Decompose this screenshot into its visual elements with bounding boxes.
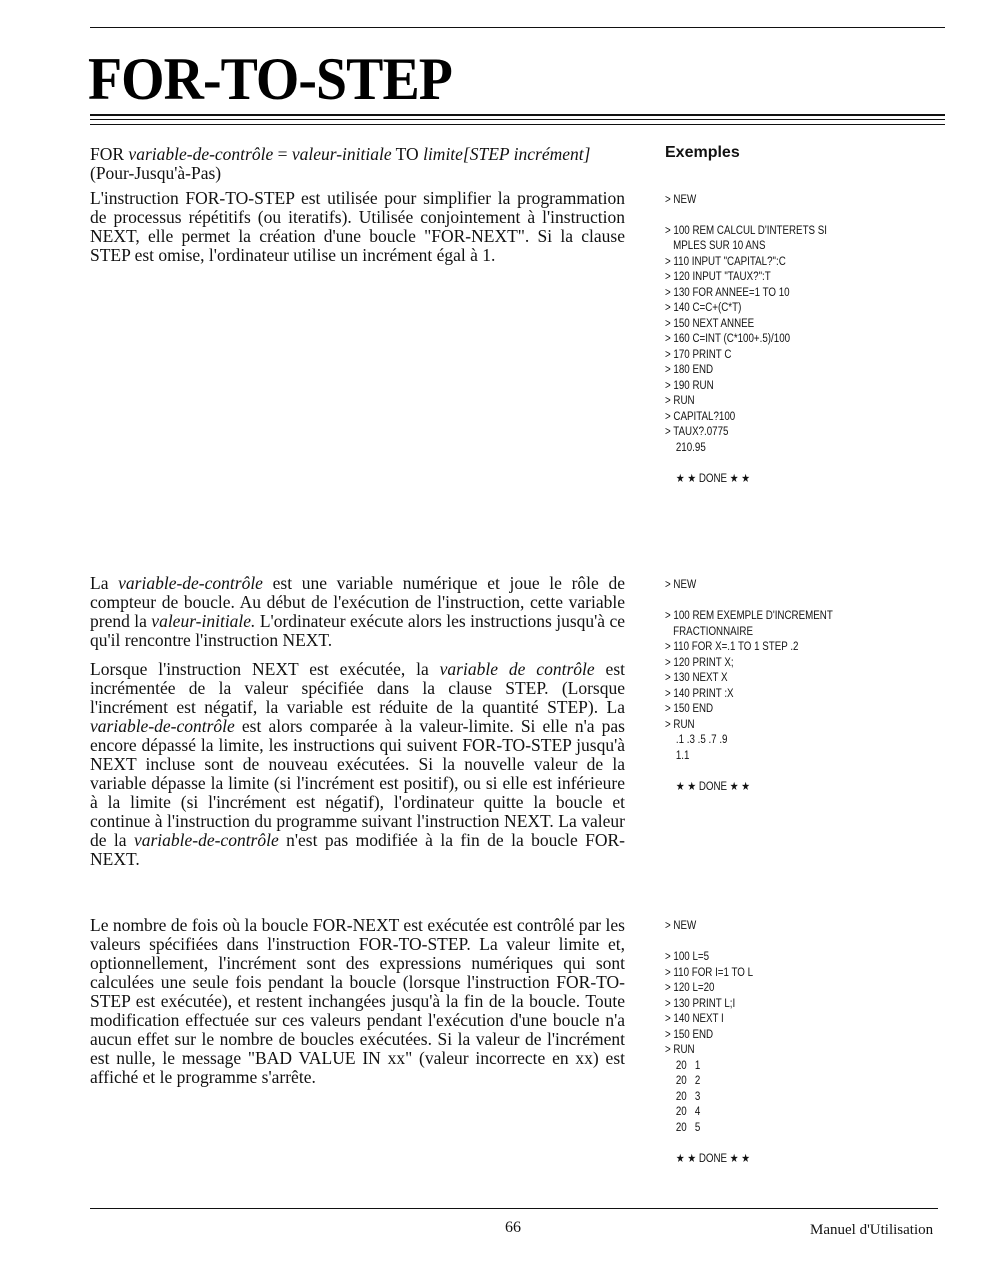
syntax-limit-step: limite[STEP incrément]	[423, 144, 591, 164]
syntax-control-variable: variable-de-contrôle	[128, 144, 274, 164]
syntax-subtitle: (Pour-Jusqu'à-Pas)	[90, 163, 222, 183]
footer-title: Manuel d'Utilisation	[810, 1222, 934, 1238]
next-execution-paragraph	[90, 660, 625, 869]
syntax-equals: =	[273, 144, 292, 164]
code-line: > 150 NEXT ANNEE	[665, 318, 755, 330]
code-output: 1.1	[665, 750, 690, 762]
text-run: n'est pas modifiée à la fin de la boucle FOR-NEXT.	[90, 830, 625, 869]
italic-term: valeur-initiale.	[151, 611, 256, 631]
intro-paragraph: L'instruction FOR-TO-STEP est utilisée pour simplifier la programmation de processus répétitifs (ou iteratifs). Utilisée conjointement à l'instruction NEXT, elle permet la création d'une boucle "FOR-NEXT". Si la clause STEP est omise, l'ordinateur utilise un incrément égal à 1.	[90, 188, 625, 265]
italic-term: variable de contrôle	[439, 659, 595, 679]
text-run: Lorsque l'instruction NEXT est exécutée, la	[90, 659, 440, 679]
text-run: L'ordinateur exécute alors les instructions jusqu'à ce qu'il rencontre l'instruction NEXT.	[90, 611, 625, 650]
code-line: > NEW	[665, 920, 697, 932]
code-line: > 140 NEXT I	[665, 1013, 724, 1025]
keyword-for: FOR	[90, 144, 125, 164]
code-line: FRACTIONNAIRE	[665, 626, 753, 638]
code-line: > 130 PRINT L;I	[665, 998, 736, 1010]
code-line: > 120 L=20	[665, 982, 715, 994]
code-line: > 140 PRINT :X	[665, 688, 734, 700]
code-output: 20 3	[665, 1091, 701, 1103]
code-line: > 100 REM CALCUL D'INTERETS SI	[665, 225, 828, 237]
code-line: > 100 L=5	[665, 951, 710, 963]
code-output: .1 .3 .5 .7 .9	[665, 734, 728, 746]
keyword-to: TO	[391, 144, 424, 164]
loop-count-paragraph: Le nombre de fois où la boucle FOR-NEXT est exécutée est contrôlé par les valeurs spécifiées dans l'instruction FOR-TO-STEP. La valeur limite et, optionnellement, l'incrément sont des expressions numériques qui sont calculées une seule fois pendant la boucle (lorsque l'instruction FOR-TO-STEP est exécutée), et restent inchangées jusqu'à la fin de la boucle. Toute modification effectuée sur ces valeurs pendant l'exécution d'une boucle n'a aucun effet sur le nombre de boucles exécutées. Si la valeur de l'incrément est nulle, le message "BAD VALUE IN xx" (valeur incorrecte en xx) est affiché et le programme s'arrête.	[90, 915, 625, 1087]
title-rule-1	[90, 114, 945, 116]
code-line: > 180 END	[665, 364, 714, 376]
code-line: > 160 C=INT (C*100+.5)/100	[665, 333, 791, 345]
text-run: est incrémentée de la valeur spécifiée dans la clause STEP. (Lorsque l'incrément est négatif, la variable est réduite de la quantité STEP). La	[90, 659, 625, 717]
syntax-initial-value: valeur-initiale	[291, 144, 392, 164]
title-rule-2	[90, 119, 945, 120]
code-line: > 130 FOR ANNEE=1 TO 10	[665, 287, 790, 299]
title-rule-3	[90, 124, 945, 125]
code-line: > 110 FOR I=1 TO L	[665, 967, 754, 979]
code-line: > CAPITAL?100	[665, 411, 736, 423]
footer-rule	[90, 1208, 938, 1209]
page-title: FOR-TO-STEP	[88, 46, 452, 112]
code-line: > 150 END	[665, 703, 714, 715]
code-line: MPLES SUR 10 ANS	[665, 240, 766, 252]
italic-term: variable-de-contrôle	[90, 716, 235, 736]
code-line: > 110 INPUT "CAPITAL?":C	[665, 256, 786, 268]
code-output: 20 5	[665, 1122, 701, 1134]
code-output: 20 4	[665, 1106, 701, 1118]
code-line: > 120 PRINT X;	[665, 657, 734, 669]
text-run: est alors comparée à la valeur-limite. Si elle n'a pas encore dépassé la limite, les instructions qui suivent FOR-TO-STEP jusqu'à NEXT incluse sont de nouveau exécutées. Si la nouvelle valeur de la variable dépasse la limite (si l'incrément est positif), ou si elle est inférieure à la limite (si l'incrément est négatif), l'ordinateur quitte la boucle et continue à l'instruction du programme suivant l'instruction NEXT. La valeur de la	[90, 716, 625, 850]
italic-term: variable-de-contrôle	[133, 830, 279, 850]
code-line: > 120 INPUT "TAUX?":T	[665, 271, 771, 283]
top-rule	[90, 27, 945, 28]
done-message: ★ ★ DONE ★ ★	[665, 473, 751, 485]
code-line: > 190 RUN	[665, 380, 714, 392]
code-line: > 100 REM EXEMPLE D'INCREMENT	[665, 610, 833, 622]
code-line: > 170 PRINT C	[665, 349, 732, 361]
code-line: > RUN	[665, 719, 695, 731]
code-line: > TAUX?.0775	[665, 426, 729, 438]
code-output: 210.95	[665, 442, 706, 454]
code-line: > 150 END	[665, 1029, 714, 1041]
examples-heading: Exemples	[665, 144, 740, 161]
syntax-line	[90, 145, 650, 183]
code-line: > RUN	[665, 1044, 695, 1056]
code-output: 20 2	[665, 1075, 701, 1087]
code-line: > NEW	[665, 194, 697, 206]
done-message: ★ ★ DONE ★ ★	[665, 781, 751, 793]
text-run: est une variable numérique et joue le rôle de compteur de boucle. Au début de l'exécution de l'instruction, cette variable prend la	[90, 573, 625, 631]
italic-term: variable-de-contrôle	[118, 573, 263, 593]
page-number: 66	[505, 1219, 521, 1236]
code-line: > 110 FOR X=.1 TO 1 STEP .2	[665, 641, 799, 653]
code-output: 20 1	[665, 1060, 701, 1072]
code-line: > 140 C=C+(C*T)	[665, 302, 742, 314]
code-line: > NEW	[665, 579, 697, 591]
code-line: > RUN	[665, 395, 695, 407]
control-variable-paragraph	[90, 574, 625, 650]
done-message: ★ ★ DONE ★ ★	[665, 1153, 751, 1165]
code-line: > 130 NEXT X	[665, 672, 728, 684]
text-run: La	[90, 573, 119, 593]
